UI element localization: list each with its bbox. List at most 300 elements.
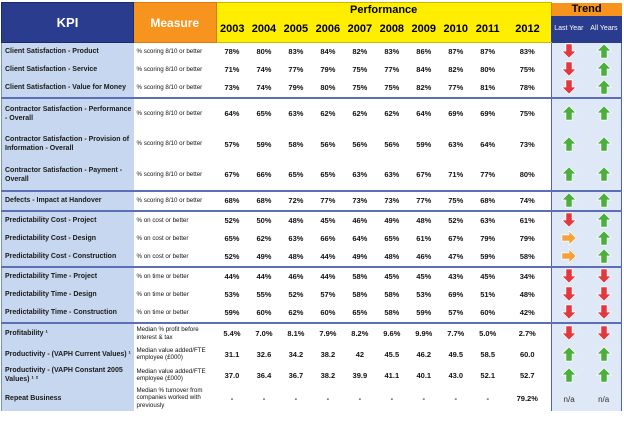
all-years-header: All Years [586,16,621,43]
performance-value: 57% [216,129,248,160]
performance-value: 52% [216,211,248,230]
measure-text: % on cost or better [134,248,217,267]
kpi-row [2,98,622,129]
arrow-right-icon [561,230,577,246]
performance-value: 44% [312,248,344,267]
performance-value: 75% [344,79,376,98]
arrow-up-icon [561,136,577,152]
performance-value: 58% [344,267,376,286]
performance-value: 57% [440,304,472,323]
performance-value: - [472,386,504,411]
trend-last-year [551,160,586,191]
performance-value: 45% [376,267,408,286]
kpi-row [2,160,622,191]
trend-all-years [586,323,621,344]
performance-value: 58% [504,248,552,267]
performance-value: 59% [408,129,440,160]
performance-value: 45% [312,211,344,230]
kpi-name: Predictability Cost - Project [2,211,134,230]
performance-value: 36.7 [280,365,312,386]
trend-last-year [551,230,586,248]
performance-value: 47% [440,248,472,267]
trend-last-year [551,191,586,211]
kpi-row [2,191,622,211]
performance-value: 79% [472,230,504,248]
kpi-name: Client Satisfaction - Service [2,61,134,79]
arrow-up-icon [596,230,612,246]
trend-last-year [551,304,586,323]
performance-value: 62% [280,304,312,323]
performance-value: 43.0 [440,365,472,386]
performance-value: 60.0 [504,344,552,365]
year-header: 2008 [376,16,408,43]
trend-all-years [586,98,621,129]
arrow-down-icon [561,79,577,95]
performance-value: 37.0 [216,365,248,386]
arrow-up-icon [596,367,612,383]
trend-last-year [551,365,586,386]
performance-value: 73% [504,129,552,160]
measure-text: % scoring 8/10 or better [134,43,217,61]
performance-value: 83% [376,43,408,61]
performance-value: 34% [504,267,552,286]
performance-value: 60% [312,304,344,323]
performance-value: 7.0% [248,323,280,344]
performance-value: 44% [312,267,344,286]
performance-value: 80% [504,160,552,191]
performance-value: 80% [248,43,280,61]
arrow-down-icon [561,43,577,59]
trend-last-year [551,323,586,344]
performance-value: 59% [248,129,280,160]
arrow-down-icon [561,325,577,341]
performance-value: 73% [376,191,408,211]
performance-value: 71% [216,61,248,79]
arrow-up-icon [596,79,612,95]
performance-value: 53% [216,286,248,304]
performance-value: 77% [440,79,472,98]
performance-value: 67% [216,160,248,191]
trend-na-text: n/a [598,395,610,404]
performance-value: 62% [344,98,376,129]
year-header: 2007 [344,16,376,43]
performance-value: - [248,386,280,411]
performance-value: 49.5 [440,344,472,365]
performance-value: 68% [216,191,248,211]
performance-value: 39.9 [344,365,376,386]
performance-value: 81% [472,79,504,98]
performance-value: 80% [472,61,504,79]
trend-all-years [586,43,621,61]
trend-last-year [551,43,586,61]
performance-value: 44% [216,267,248,286]
kpi-row [2,43,622,61]
performance-value: 75% [440,191,472,211]
measure-text: % on time or better [134,267,217,286]
kpi-row [2,386,622,411]
arrow-down-icon [561,304,577,320]
performance-value: 65% [312,160,344,191]
performance-value: 80% [312,79,344,98]
performance-value: 66% [312,230,344,248]
performance-value: 86% [408,43,440,61]
performance-value: - [280,386,312,411]
measure-text: % scoring 8/10 or better [134,160,217,191]
arrow-up-icon [596,192,612,208]
performance-value: 75% [344,61,376,79]
measure-text: % on cost or better [134,230,217,248]
arrow-right-icon [561,248,577,264]
arrow-down-icon [561,268,577,284]
trend-last-year [551,267,586,286]
performance-value: 45% [472,267,504,286]
performance-value: 58.5 [472,344,504,365]
performance-value: 58% [344,286,376,304]
performance-value: 51% [472,286,504,304]
performance-value: 63% [344,160,376,191]
performance-value: - [440,386,472,411]
performance-value: 52.7 [504,365,552,386]
arrow-up-icon [561,105,577,121]
performance-value: 62% [376,98,408,129]
performance-value: 63% [472,211,504,230]
performance-value: 55% [248,286,280,304]
trend-all-years [586,230,621,248]
performance-value: 36.4 [248,365,280,386]
performance-value: 46.2 [408,344,440,365]
performance-value: 75% [376,79,408,98]
performance-value: 46% [408,248,440,267]
performance-value: 77% [312,191,344,211]
performance-value: 71% [440,160,472,191]
performance-value: 79.2% [504,386,552,411]
performance-value: 8.1% [280,323,312,344]
trend-all-years [586,365,621,386]
performance-value: 52% [216,248,248,267]
measure-text: Median value added/FTE employee (£000) [134,365,217,386]
arrow-up-icon [596,61,612,77]
performance-value: 87% [472,43,504,61]
measure-text: % scoring 8/10 or better [134,79,217,98]
performance-value: - [216,386,248,411]
trend-all-years [586,344,621,365]
measure-text: % on cost or better [134,211,217,230]
kpi-row [2,79,622,98]
last-year-header: Last Year [551,16,586,43]
arrow-up-icon [596,166,612,182]
performance-value: 74% [248,79,280,98]
arrow-down-icon [561,212,577,228]
trend-na-text: n/a [563,395,575,404]
performance-value: 63% [280,98,312,129]
performance-value: 75% [504,98,552,129]
arrow-up-icon [596,212,612,228]
arrow-up-icon [596,105,612,121]
kpi-row [2,230,622,248]
performance-value: 5.0% [472,323,504,344]
performance-value: - [376,386,408,411]
performance-value: 42% [504,304,552,323]
kpi-row [2,365,622,386]
year-header: 2009 [408,16,440,43]
performance-value: 60% [472,304,504,323]
performance-value: 44% [248,267,280,286]
measure-text: Median value added/FTE employee (£000) [134,344,217,365]
performance-value: 77% [408,191,440,211]
performance-value: 83% [504,43,552,61]
performance-value: 38.2 [312,365,344,386]
performance-value: 31.1 [216,344,248,365]
year-header: 2012 [504,16,552,43]
performance-value: 83% [280,43,312,61]
performance-value: 82% [440,61,472,79]
performance-value: 56% [344,129,376,160]
year-header: 2006 [312,16,344,43]
performance-value: 62% [312,98,344,129]
kpi-row [2,129,622,160]
arrow-up-icon [596,248,612,264]
performance-value: 66% [248,160,280,191]
trend-last-year [551,98,586,129]
performance-value: 73% [216,79,248,98]
kpi-row [2,248,622,267]
performance-value: 63% [280,230,312,248]
measure-text: % on time or better [134,304,217,323]
kpi-name: Client Satisfaction - Product [2,43,134,61]
performance-value: 82% [408,79,440,98]
trend-all-years [586,304,621,323]
kpi-name: Contractor Satisfaction - Payment - Overall [2,160,134,191]
measure-header: Measure [134,3,217,43]
performance-value: 56% [312,129,344,160]
performance-value: 77% [376,61,408,79]
performance-value: 67% [440,230,472,248]
performance-value: 62% [248,230,280,248]
kpi-name: Client Satisfaction - Value for Money [2,79,134,98]
kpi-name: Contractor Satisfaction - Provision of Information - Overall [2,129,134,160]
performance-value: 74% [248,61,280,79]
performance-value: 8.2% [344,323,376,344]
year-header: 2005 [280,16,312,43]
performance-value: 58% [376,286,408,304]
performance-value: 32.6 [248,344,280,365]
trend-all-years [586,211,621,230]
trend-all-years [586,129,621,160]
performance-value: 7.7% [440,323,472,344]
performance-value: 48% [408,211,440,230]
trend-last-year [551,211,586,230]
arrow-up-icon [561,346,577,362]
performance-value: - [344,386,376,411]
performance-value: 84% [408,61,440,79]
performance-value: 61% [504,211,552,230]
kpi-row [2,323,622,344]
performance-value: 9.6% [376,323,408,344]
performance-value: 38.2 [312,344,344,365]
trend-last-year [551,344,586,365]
year-header: 2003 [216,16,248,43]
performance-value: 82% [344,43,376,61]
performance-value: 48% [280,211,312,230]
kpi-name: Productivity - (VAPH Constant 2005 Values) ¹ ² [2,365,134,386]
arrow-down-icon [596,268,612,284]
trend-all-years [586,248,621,267]
performance-value: 2.7% [504,323,552,344]
performance-value: 84% [312,43,344,61]
performance-value: 59% [216,304,248,323]
kpi-row [2,344,622,365]
performance-value: 45.5 [376,344,408,365]
performance-value: 65% [376,230,408,248]
performance-value: 74% [504,191,552,211]
kpi-name: Predictability Cost - Design [2,230,134,248]
kpi-name: Predictability Cost - Construction [2,248,134,267]
performance-value: 49% [248,248,280,267]
performance-value: 64% [216,98,248,129]
performance-value: 34.2 [280,344,312,365]
performance-value: 77% [280,61,312,79]
performance-value: 72% [280,191,312,211]
trend-last-year [551,129,586,160]
arrow-up-icon [596,43,612,59]
performance-value: 60% [248,304,280,323]
performance-value: 69% [440,98,472,129]
trend-all-years [586,267,621,286]
trend-last-year [551,286,586,304]
performance-value: 52% [280,286,312,304]
trend-header: Trend [551,3,621,17]
kpi-name: Predictability Time - Construction [2,304,134,323]
performance-value: 75% [504,61,552,79]
kpi-name: Defects - Impact at Handover [2,191,134,211]
performance-value: 87% [440,43,472,61]
trend-last-year [551,79,586,98]
year-header: 2004 [248,16,280,43]
kpi-name: Contractor Satisfaction - Performance - Overall [2,98,134,129]
kpi-row [2,286,622,304]
arrow-up-icon [561,192,577,208]
performance-value: 63% [440,129,472,160]
performance-value: 45% [408,267,440,286]
performance-value: 77% [472,160,504,191]
kpi-name: Predictability Time - Project [2,267,134,286]
kpi-row [2,61,622,79]
performance-value: - [312,386,344,411]
trend-all-years [586,191,621,211]
performance-value: 49% [376,211,408,230]
performance-value: 69% [440,286,472,304]
year-header: 2010 [440,16,472,43]
performance-value: 64% [472,129,504,160]
performance-value: 56% [376,129,408,160]
performance-value: 65% [344,304,376,323]
measure-text: % scoring 8/10 or better [134,61,217,79]
arrow-down-icon [561,61,577,77]
kpi-row [2,267,622,286]
trend-last-year [551,386,586,411]
performance-value: 52.1 [472,365,504,386]
performance-value: 48% [504,286,552,304]
performance-value: 68% [472,191,504,211]
performance-value: 61% [408,230,440,248]
performance-value: 79% [280,79,312,98]
arrow-down-icon [596,304,612,320]
kpi-table [1,2,622,411]
performance-value: 57% [312,286,344,304]
year-header: 2011 [472,16,504,43]
measure-text: Median % profit before interest & tax [134,323,217,344]
performance-value: 49% [344,248,376,267]
performance-value: 65% [248,98,280,129]
measure-text: % scoring 8/10 or better [134,98,217,129]
performance-value: 64% [408,98,440,129]
trend-all-years [586,286,621,304]
trend-all-years [586,160,621,191]
performance-value: 67% [408,160,440,191]
performance-value: 48% [280,248,312,267]
measure-text: Median % turnover from companies worked with previously [134,386,217,411]
kpi-name: Profitability ¹ [2,323,134,344]
kpi-row [2,304,622,323]
performance-value: 52% [440,211,472,230]
kpi-name: Productivity - (VAPH Current Values) ¹ [2,344,134,365]
trend-all-years [586,386,621,411]
performance-value: 63% [376,160,408,191]
performance-value: 5.4% [216,323,248,344]
performance-value: 59% [408,304,440,323]
measure-text: % on time or better [134,286,217,304]
kpi-header: KPI [2,3,134,43]
arrow-down-icon [561,286,577,302]
arrow-up-icon [596,346,612,362]
performance-value: 73% [344,191,376,211]
trend-all-years [586,61,621,79]
performance-value: 65% [216,230,248,248]
performance-value: 41.1 [376,365,408,386]
arrow-up-icon [561,166,577,182]
arrow-down-icon [596,286,612,302]
performance-value: 79% [312,61,344,79]
arrow-up-icon [596,136,612,152]
trend-last-year [551,248,586,267]
performance-header: Performance [216,3,551,17]
performance-value: 46% [344,211,376,230]
performance-value: 69% [472,98,504,129]
performance-value: 53% [408,286,440,304]
performance-value: 78% [216,43,248,61]
performance-value: 9.9% [408,323,440,344]
performance-value: 50% [248,211,280,230]
performance-value: 46% [280,267,312,286]
kpi-table-body [2,43,622,411]
kpi-name: Repeat Business [2,386,134,411]
performance-value: - [408,386,440,411]
performance-value: 79% [504,230,552,248]
kpi-name: Predictability Time - Design [2,286,134,304]
performance-value: 64% [344,230,376,248]
measure-text: % scoring 8/10 or better [134,129,217,160]
arrow-up-icon [561,367,577,383]
performance-value: 68% [248,191,280,211]
performance-value: 40.1 [408,365,440,386]
arrow-down-icon [596,325,612,341]
trend-all-years [586,79,621,98]
measure-text: % scoring 8/10 or better [134,191,217,211]
performance-value: 65% [280,160,312,191]
performance-value: 58% [280,129,312,160]
performance-value: 48% [376,248,408,267]
performance-value: 59% [472,248,504,267]
